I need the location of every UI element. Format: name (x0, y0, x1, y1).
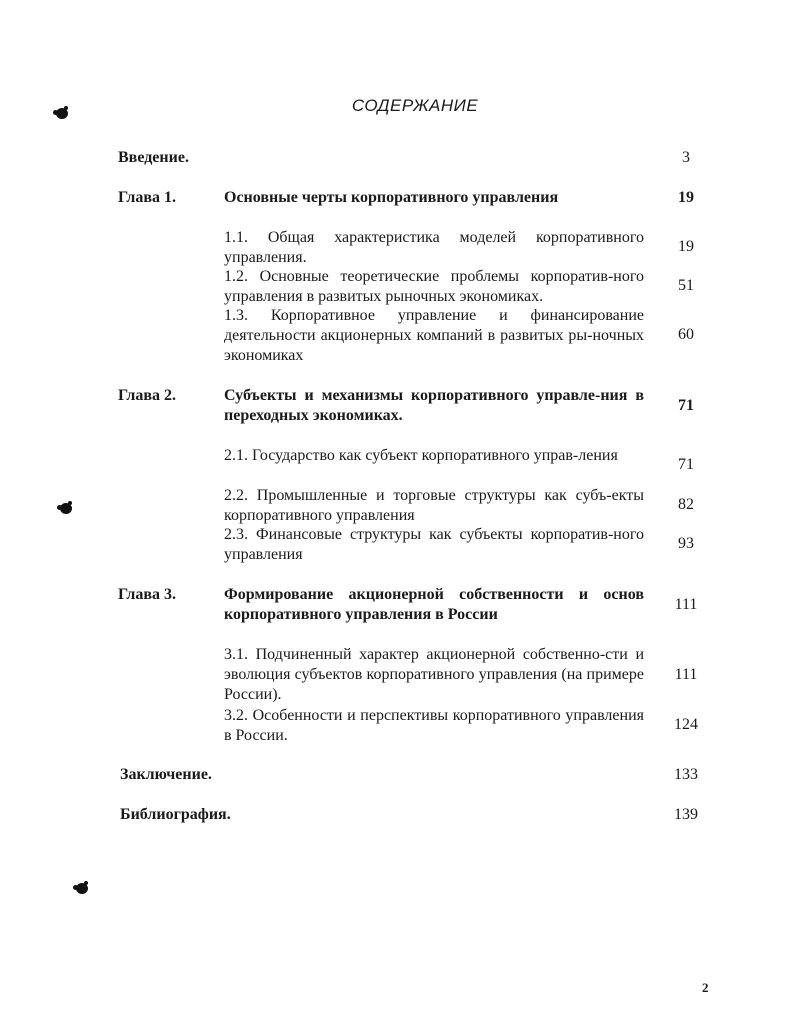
chapter-title: Субъекты и механизмы корпоративного управле-ния в переходных экономиках. (224, 387, 644, 424)
section-title: 2.3. Финансовые структуры как субъекты корпоратив-ного управления (224, 526, 644, 563)
chapter-title: Формирование акционерной собственности и основ корпоративного управления в России (224, 586, 644, 623)
section-title: 2.1. Государство как субъект корпоративного управ-ления (224, 447, 618, 464)
entry-page: 139 (674, 806, 698, 823)
section-page: 60 (678, 326, 694, 343)
entry-page: 3 (682, 149, 690, 166)
entry-label: Библиография. (120, 806, 231, 823)
ink-blot-bottom (76, 883, 88, 894)
section-title: 1.2. Основные теоретические проблемы корпоратив-ного управления в развитых рыночных экономиках. (224, 268, 644, 305)
chapter-page: 19 (678, 189, 694, 206)
ink-blot-middle (60, 503, 72, 514)
section-title: 1.3. Корпоративное управление и финансирование деятельности акционерных компаний в развитых ры-ночных экономиках (224, 307, 644, 364)
section-title: 3.2. Особенности и перспективы корпоративного управления в России. (224, 707, 644, 744)
section-page: 19 (678, 238, 694, 255)
chapter-title: Основные черты корпоративного управления (224, 189, 559, 206)
chapter-page: 111 (674, 596, 698, 613)
section-page: 51 (678, 277, 694, 294)
ink-blot-top (56, 108, 68, 119)
chapter-label: Глава 1. (118, 189, 176, 206)
page-title: СОДЕРЖАНИЕ (351, 96, 479, 115)
chapter-label: Глава 2. (118, 387, 176, 404)
section-page: 111 (674, 666, 698, 683)
section-page: 82 (678, 496, 694, 513)
entry-page: 133 (674, 766, 698, 783)
entry-label: Введение. (118, 149, 189, 166)
section-title: 3.1. Подчиненный характер акционерной собственно-сти и эволюция субъектов корпоративного управления (на примере России). (224, 646, 644, 703)
chapter-page: 71 (678, 397, 694, 414)
entry-label: Заключение. (120, 766, 212, 783)
section-page: 93 (678, 535, 694, 552)
section-title: 1.1. Общая характеристика моделей корпоративного управления. (224, 229, 644, 266)
section-page: 71 (678, 456, 694, 473)
chapter-label: Глава 3. (118, 586, 176, 603)
page-number: 2 (702, 980, 709, 995)
section-title: 2.2. Промышленные и торговые структуры как субъ-екты корпоративного управления (224, 487, 644, 524)
section-page: 124 (674, 716, 698, 733)
